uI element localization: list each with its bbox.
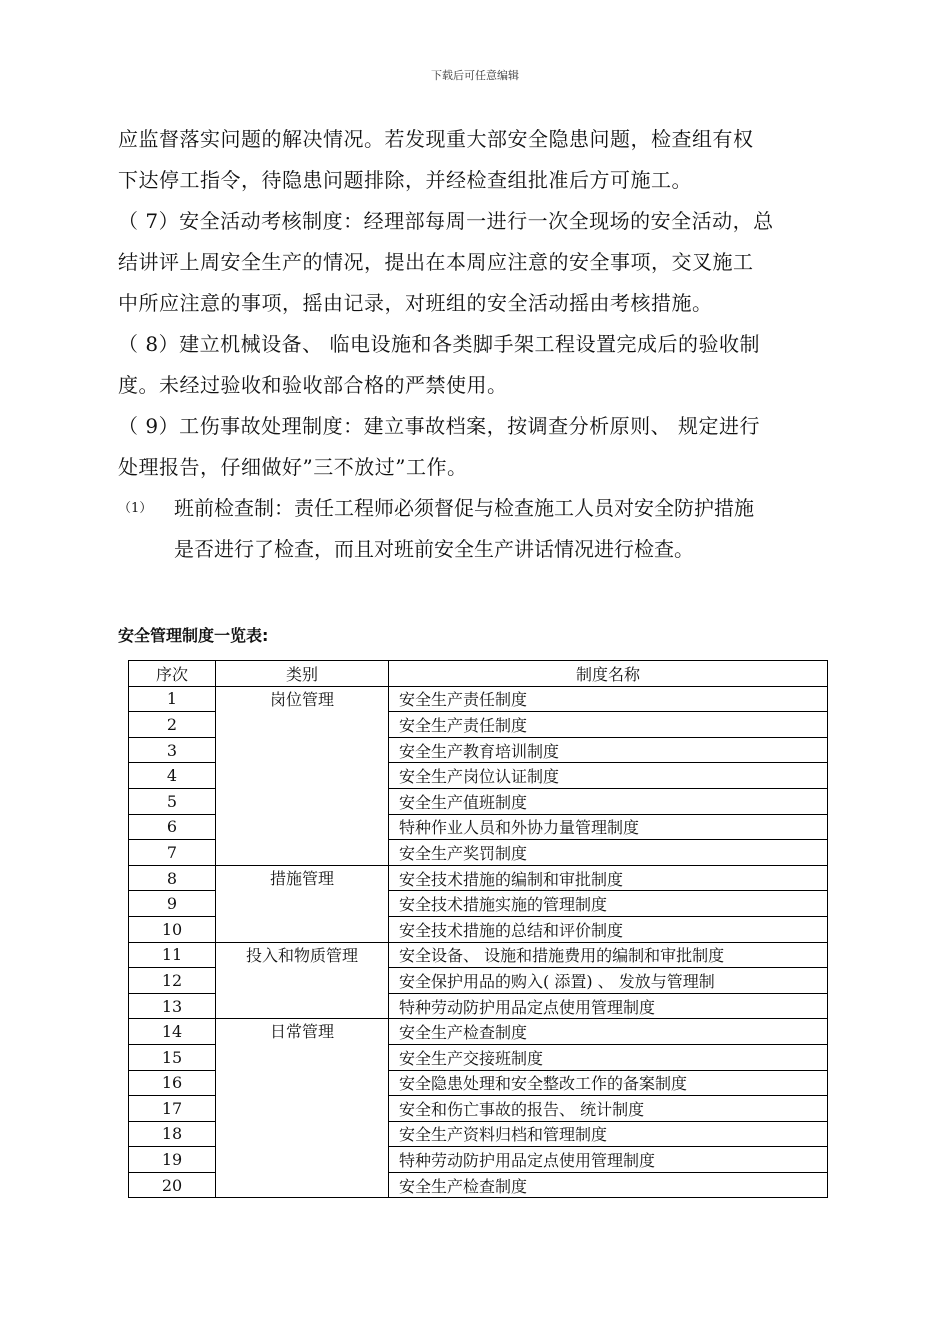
regulations-table (128, 660, 828, 1198)
table-row (129, 865, 828, 891)
page-header: 下载后可任意编辑 (431, 69, 519, 82)
text-line: （ 8）建立机械设备、 临电设施和各类脚手架工程设置完成后的验收制 (118, 332, 760, 356)
seq-cell: 18 (129, 1121, 216, 1147)
table-row (129, 1019, 828, 1045)
seq-cell: 14 (129, 1019, 216, 1045)
numbered-item-1 (118, 488, 850, 570)
regulation-cell: 安全生产资料归档和管理制度 (389, 1121, 828, 1147)
paragraph-intro (118, 119, 850, 201)
text-line: 班前检查制：责任工程师必须督促与检查施工人员对安全防护措施 (174, 496, 754, 520)
seq-cell: 4 (129, 763, 216, 789)
category-cell: 日常管理 (216, 1019, 389, 1198)
text-line: （ 7）安全活动考核制度：经理部每周一进行一次全现场的安全活动，总 (118, 209, 774, 233)
seq-cell: 2 (129, 712, 216, 738)
regulation-cell: 安全生产交接班制度 (389, 1044, 828, 1070)
text-line: 下达停工指令，待隐患问题排除，并经检查组批准后方可施工。 (118, 168, 692, 192)
regulation-cell: 安全设备、 设施和措施费用的编制和审批制度 (389, 942, 828, 968)
item-body (174, 488, 754, 570)
seq-cell: 12 (129, 968, 216, 994)
text-line: 应监督落实问题的解决情况。若发现重大部安全隐患问题，检查组有权 (118, 127, 754, 151)
seq-cell: 9 (129, 891, 216, 917)
regulation-cell: 安全和伤亡事故的报告、 统计制度 (389, 1096, 828, 1122)
regulation-cell: 安全生产值班制度 (389, 788, 828, 814)
seq-cell: 10 (129, 916, 216, 942)
category-cell: 投入和物质管理 (216, 942, 389, 1019)
category-cell: 措施管理 (216, 865, 389, 942)
seq-cell: 8 (129, 865, 216, 891)
text-line: 结讲评上周安全生产的情况，提出在本周应注意的安全事项，交叉施工 (118, 250, 754, 274)
table-header-row (129, 661, 828, 687)
seq-cell: 11 (129, 942, 216, 968)
regulation-cell: 安全生产奖罚制度 (389, 840, 828, 866)
regulation-cell: 安全生产责任制度 (389, 712, 828, 738)
regulation-cell: 特种劳动防护用品定点使用管理制度 (389, 993, 828, 1019)
seq-cell: 13 (129, 993, 216, 1019)
text-line: 中所应注意的事项，摇由记录，对班组的安全活动摇由考核措施。 (118, 291, 713, 315)
regulation-cell: 安全生产教育培训制度 (389, 737, 828, 763)
seq-cell: 5 (129, 788, 216, 814)
regulation-cell: 安全技术措施的编制和审批制度 (389, 865, 828, 891)
seq-cell: 6 (129, 814, 216, 840)
regulation-cell: 安全生产检查制度 (389, 1172, 828, 1198)
paragraph-9 (118, 406, 850, 488)
text-line: 度。未经过验收和验收部合格的严禁使用。 (118, 373, 508, 397)
body-text (118, 119, 850, 570)
paragraph-7 (118, 201, 850, 324)
regulation-cell: 安全技术措施的总结和评价制度 (389, 916, 828, 942)
table-title: 安全管理制度一览表: (118, 626, 269, 645)
regulation-cell: 安全生产责任制度 (389, 686, 828, 712)
item-number: （1） (118, 501, 153, 516)
regulation-cell: 特种劳动防护用品定点使用管理制度 (389, 1147, 828, 1173)
table-row (129, 686, 828, 712)
regulation-cell: 安全技术措施实施的管理制度 (389, 891, 828, 917)
regulation-cell: 安全生产岗位认证制度 (389, 763, 828, 789)
seq-cell: 1 (129, 686, 216, 712)
regulation-cell: 安全生产检查制度 (389, 1019, 828, 1045)
seq-cell: 19 (129, 1147, 216, 1173)
header-cell: 类别 (216, 661, 389, 687)
category-cell: 岗位管理 (216, 686, 389, 865)
seq-cell: 16 (129, 1070, 216, 1096)
seq-cell: 15 (129, 1044, 216, 1070)
seq-cell: 17 (129, 1096, 216, 1122)
regulation-cell: 安全隐患处理和安全整改工作的备案制度 (389, 1070, 828, 1096)
text-line: 是否进行了检查，而且对班前安全生产讲话情况进行检查。 (174, 537, 694, 561)
seq-cell: 7 (129, 840, 216, 866)
paragraph-8 (118, 324, 850, 406)
header-cell: 制度名称 (389, 661, 828, 687)
table-row (129, 942, 828, 968)
seq-cell: 20 (129, 1172, 216, 1198)
regulation-cell: 安全保护用品的购入( 添置) 、 发放与管理制 (389, 968, 828, 994)
regulation-cell: 特种作业人员和外协力量管理制度 (389, 814, 828, 840)
header-cell: 序次 (129, 661, 216, 687)
text-line: （ 9）工伤事故处理制度：建立事故档案，按调查分析原则、 规定进行 (118, 414, 760, 438)
seq-cell: 3 (129, 737, 216, 763)
text-line: 处理报告，仔细做好”三不放过”工作。 (118, 455, 468, 479)
